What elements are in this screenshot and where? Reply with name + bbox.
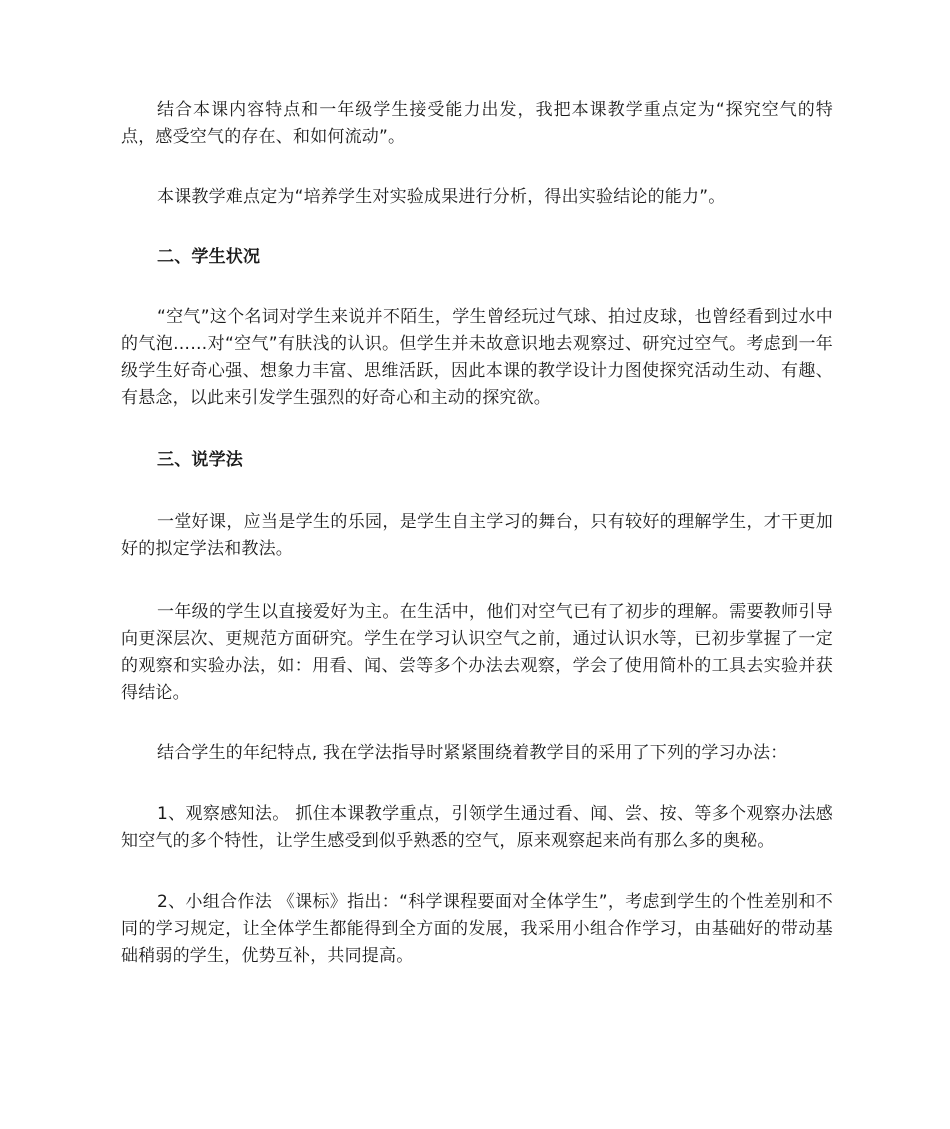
paragraph-student-situation: “空气”这个名词对学生来说并不陌生，学生曾经玩过气球、拍过皮球，也曾经看到过水中的气泡……对“空气”有肤浅的认识。但学生并未故意识地去观察过、研究过空气。考虑到一年级学生好奇心强、想象力丰富、思维活跃，因此本课的教学设计力图使探究活动生动、有趣、有悬念，以此来引发学生强烈的好奇心和主动的探究欲。 <box>121 307 833 408</box>
paragraph-grade-one: 一年级的学生以直接爱好为主。在生活中，他们对空气已有了初步的理解。需要教师引导向更深层次、更规范方面研究。学生在学习认识空气之前，通过认识水等，已初步掌握了一定的观察和实验办法，如：用看、闻、尝等多个办法去观察，学会了使用简朴的工具去实验并获得结论。 <box>121 602 833 703</box>
paragraph-difficult-points: 本课教学难点定为“培养学生对实验成果进行分析，得出实验结论的能力”。 <box>157 187 726 207</box>
paragraph-key-points: 结合本课内容特点和一年级学生接受能力出发，我把本课教学重点定为“探究空气的特点，感受空气的存在、和如何流动”。 <box>121 100 833 147</box>
heading-student-situation: 二、学生状况 <box>157 247 261 267</box>
paragraph-good-class: 一堂好课，应当是学生的乐园，是学生自主学习的舞台，只有较好的理解学生，才干更加好的拟定学法和教法。 <box>121 512 833 559</box>
paragraph-combine: 结合学生的年纪特点, 我在学法指导时紧紧围绕着教学目的采用了下列的学习办法： <box>157 743 788 763</box>
paragraph-observation-method: 1、观察感知法。 抓住本课教学重点，引领学生通过看、闻、尝、按、等多个观察办法感知空气的多个特性，让学生感受到似乎熟悉的空气，原来观察起来尚有那么多的奥秘。 <box>121 804 833 851</box>
document-body <box>121 97 833 1004</box>
heading-learning-method: 三、说学法 <box>157 450 243 470</box>
paragraph-group-cooperation: 2、小组合作法 《课标》指出：“科学课程要面对全体学生”，考虑到学生的个性差别和不同的学习规定，让全体学生都能得到全方面的发展，我采用小组合作学习，由基础好的带动基础稍弱的学生，优势互补，共同提高。 <box>121 892 833 966</box>
